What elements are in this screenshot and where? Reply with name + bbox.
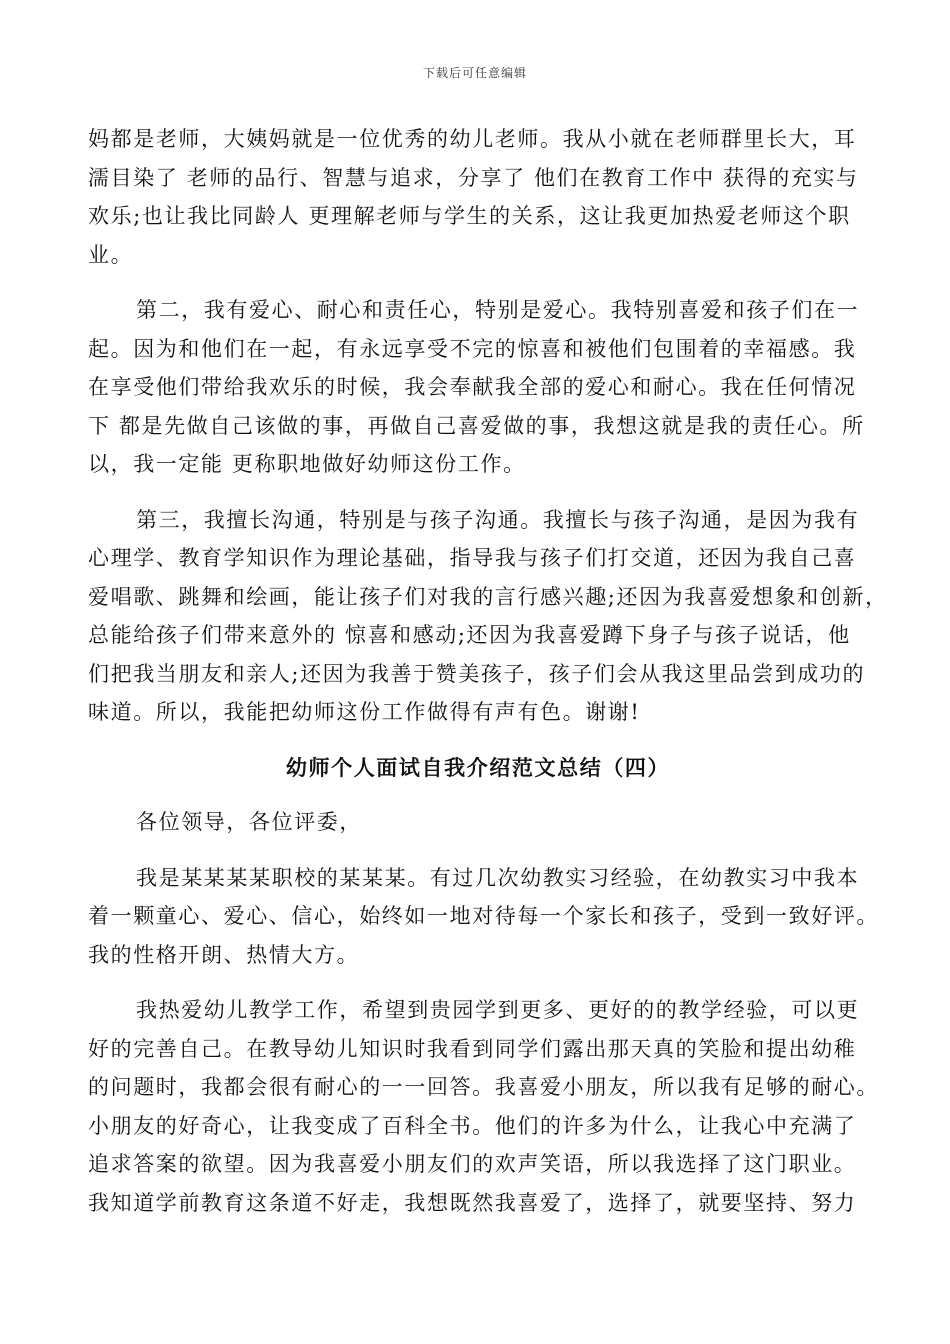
- paragraph-salutation: [88, 803, 868, 842]
- text-line: 小朋友的好奇心，让我变成了百科全书。他们的许多为什么，让我心中充满了: [88, 1113, 857, 1138]
- text-line: 追求答案的欲望。因为我喜爱小朋友们的欢声笑语，所以我选择了这门职业。: [88, 1152, 857, 1176]
- text-line: 的问题时，我都会很有耐心的一一回答。我喜爱小朋友，所以我有足够的耐心。: [88, 1075, 879, 1099]
- text-line: 濡目染了 老师的品行、智慧与追求，分享了 他们在教育工作中 获得的充实与: [88, 165, 859, 190]
- text-line: 我是某某某某职校的某某某。有过几次幼教实习经验，在幼教实习中我本: [136, 865, 860, 890]
- text-line: 各位领导，各位评委，: [136, 810, 362, 834]
- text-line: 好的完善自己。在教导幼儿知识时我看到同学们露出那天真的笑脸和提出幼稚: [88, 1036, 857, 1061]
- paragraph-continuation: [88, 120, 868, 274]
- document-body: [88, 120, 888, 1239]
- text-line: 以，我一定能 更称职地做好幼师这份工作。: [88, 452, 526, 476]
- text-line: 爱唱歌、跳舞和绘画，能让孩子们对我的言行感兴趣;还因为我喜爱想象和创新，: [88, 584, 888, 609]
- text-line: 着一颗童心、爱心、信心，始终如一地对待每一个家长和孩子，受到一致好评。: [88, 904, 879, 928]
- text-line: 第三，我擅长沟通，特别是与孩子沟通。我擅长与孩子沟通，是因为我有: [136, 507, 860, 532]
- page-header-note: 下载后可任意编辑: [422, 66, 527, 80]
- text-line: 味道。所以，我能把幼师这份工作做得有声有色。谢谢!: [88, 700, 641, 724]
- paragraph-second-point: [88, 291, 868, 484]
- paragraph-motivation: [88, 991, 879, 1222]
- text-line: 妈都是老师，大姨妈就是一位优秀的幼儿老师。我从小就在老师群里长大，耳: [88, 127, 857, 151]
- paragraph-third-point: [88, 501, 888, 732]
- text-line: 业。: [88, 242, 134, 267]
- text-line: 在享受他们带给我欢乐的时候，我会奉献我全部的爱心和耐心。我在任何情况: [88, 375, 857, 399]
- text-line: 总能给孩子们带来意外的 惊喜和感动;还因为我喜爱蹲下身子与孩子说话，他: [88, 623, 851, 647]
- text-line: 我热爱幼儿教学工作，希望到贵园学到更多、更好的的教学经验，可以更: [136, 998, 860, 1022]
- section-title: 幼师个人面试自我介绍范文总结（四）: [285, 755, 671, 780]
- text-line: 们把我当朋友和亲人;还因为我善于赞美孩子，孩子们会从我这里品尝到成功的: [88, 661, 866, 686]
- text-line: 下 都是先做自己该做的事，再做自己喜爱做的事，我想这就是我的责任心。所: [88, 413, 865, 438]
- text-line: 我知道学前教育这条道不好走，我想既然我喜爱了，选择了，就要坚持、努力: [88, 1190, 857, 1215]
- text-line: 第二，我有爱心、耐心和责任心，特别是爱心。我特别喜爱和孩子们在一: [136, 298, 860, 322]
- text-line: 心理学、教育学知识作为理论基础，指导我与孩子们打交道，还因为我自己喜: [88, 546, 857, 570]
- text-line: 起。因为和他们在一起，有永远享受不完的惊喜和被他们包围着的幸福感。我: [88, 336, 857, 361]
- text-line: 我的性格开朗、热情大方。: [88, 942, 360, 967]
- paragraph-introduction: [88, 859, 879, 975]
- text-line: 欢乐;也让我比同龄人 更理解老师与学生的关系，这让我更加热爱老师这个职: [88, 204, 851, 228]
